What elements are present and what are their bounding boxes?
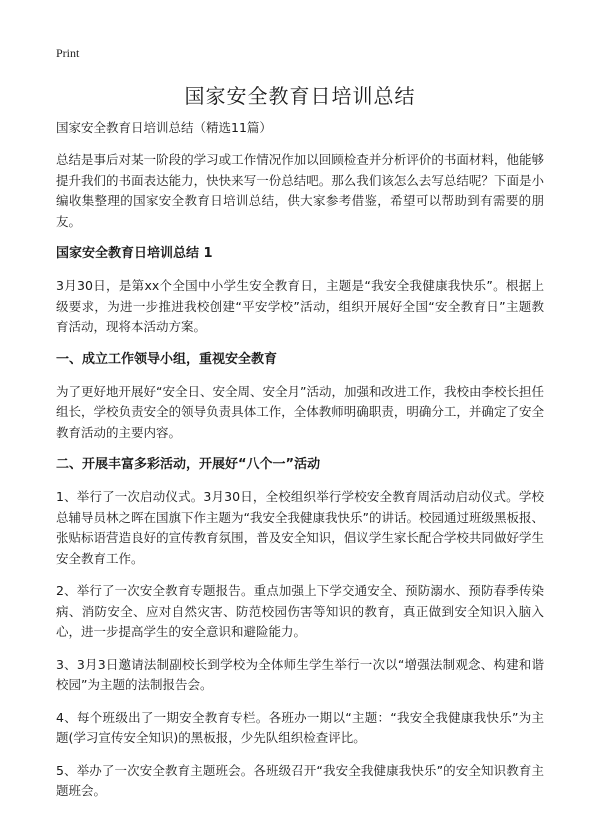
paragraph-1: 3月30日，是第xx个全国中小学生安全教育日，主题是“我安全我健康我快乐”。根据上级要求，为进一步推进我校创建“平安学校”活动，组织开展好全国“安全教育日”主题教育活动，现将本活动方案。	[56, 278, 544, 334]
paragraph-3: 1、举行了一次启动仪式。3月30日，全校组织举行学校安全教育周活动启动仪式。学校总辅导员林之晖在国旗下作主题为“我安全我健康我快乐”的讲话。校园通过班级黑板报、张贴标语营造良好的宣传教育氛围，普及安全知识，倡议学生家长配合学校共同做好学生安全教育工作。	[56, 489, 544, 566]
paragraph-5: 3、3月3日邀请法制副校长到学校为全体师生学生举行一次以“增强法制观念、构建和谐校园”为主题的法制报告会。	[56, 656, 544, 692]
document-subtitle: 国家安全教育日培训总结（精选11篇）	[56, 120, 272, 135]
page-title: 国家安全教育日培训总结	[184, 84, 416, 108]
intro-paragraph: 总结是事后对某一阶段的学习或工作情况作加以回顾检查并分析评价的书面材料，他能够提升我们的书面表达能力，快快来写一份总结吧。那么我们该怎么去写总结呢？下面是小编收集整理的国家安全教育日培训总结，供大家参考借鉴，希望可以帮助到有需要的朋友。	[56, 152, 544, 229]
document-body	[56, 118, 544, 814]
print-label: Print	[56, 46, 80, 60]
paragraph-7: 5、举办了一次安全教育主题班会。各班级召开“我安全我健康我快乐”的安全知识教育主题班会。	[56, 762, 544, 798]
paragraph-2: 为了更好地开展好“安全日、安全周、安全月”活动，加强和改进工作，我校由李校长担任组长，学校负责安全的领导负责具体工作，全体教师明确职责，明确分工，并确定了安全教育活动的主要内容。	[56, 383, 544, 440]
section-heading-1: 国家安全教育日培训总结 1	[56, 246, 213, 261]
paragraph-4: 2、举行了一次安全教育专题报告。重点加强上下学交通安全、预防溺水、预防春季传染病、消防安全、应对自然灾害、防范校园伤害等知识的教育，真正做到安全知识入脑入心，进一步提高学生的安全意识和避险能力。	[56, 583, 544, 639]
subheading-activities: 二、开展丰富多彩活动，开展好“八个一”活动	[56, 457, 321, 472]
subheading-leadership-group: 一、成立工作领导小组，重视安全教育	[56, 351, 278, 367]
paragraph-6: 4、每个班级出了一期安全教育专栏。各班办一期以“主题：“我安全我健康我快乐”为主题(学习宣传安全知识)的黑板报，少先队组织检查评比。	[56, 709, 544, 745]
